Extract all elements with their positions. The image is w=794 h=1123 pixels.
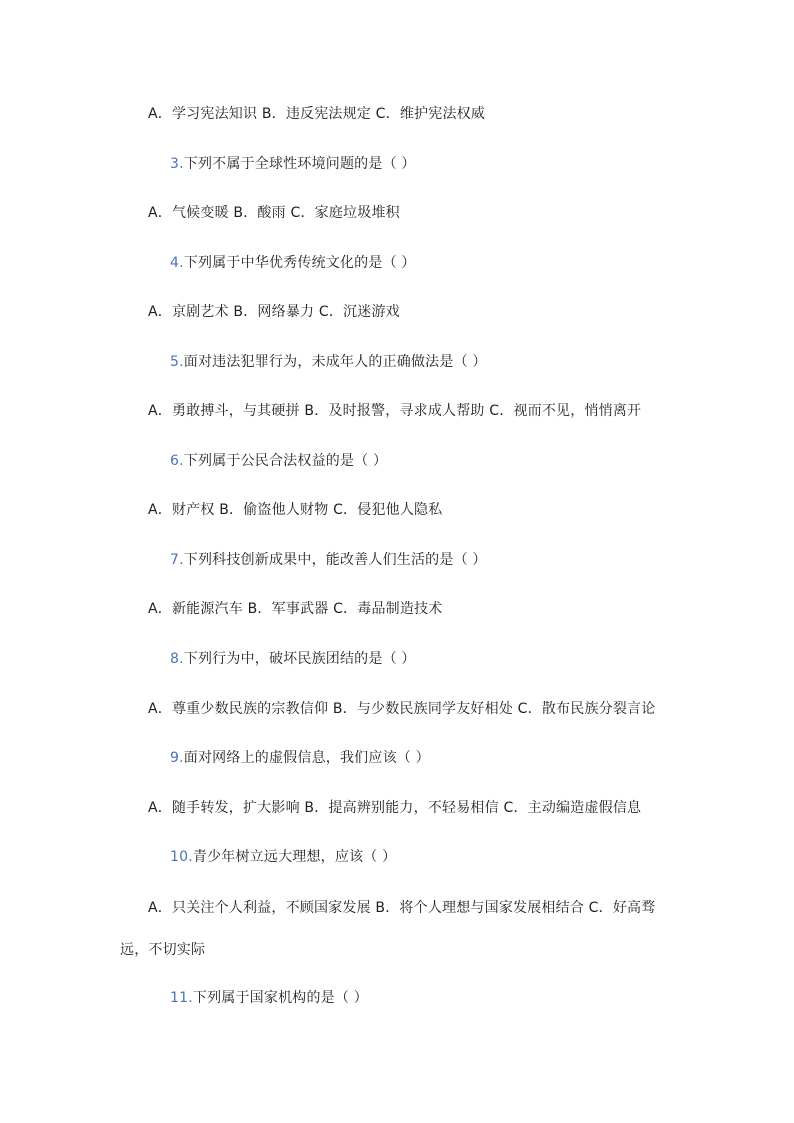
question-6 xyxy=(170,451,387,471)
question-number: 3. xyxy=(170,156,184,172)
question-text: 面对违法犯罪行为，未成年人的正确做法是（ ） xyxy=(183,354,487,370)
question-7 xyxy=(170,550,487,570)
options-paragraph: A．只关注个人利益，不顾国家发展 B．将个人理想与国家发展相结合 C．好高骛远，不切实际 xyxy=(120,900,656,958)
question-text: 面对网络上的虚假信息，我们应该（ ） xyxy=(183,750,430,766)
question-number: 10. xyxy=(170,849,193,865)
options-line: A．勇敢搏斗，与其硬拼 B．及时报警，寻求成人帮助 C．视而不见，悄悄离开 xyxy=(148,403,642,419)
question-number: 5. xyxy=(170,354,184,370)
options-line: A．新能源汽车 B．军事武器 C．毒品制造技术 xyxy=(148,601,443,617)
question-text: 下列行为中，破坏民族团结的是（ ） xyxy=(183,651,416,667)
options-line: A．随手转发，扩大影响 B．提高辨别能力，不轻易相信 C．主动编造虚假信息 xyxy=(148,800,642,816)
question-text: 下列属于国家机构的是（ ） xyxy=(192,990,368,1006)
question-4 xyxy=(170,253,416,273)
question-number: 8. xyxy=(170,651,184,667)
question-8 xyxy=(170,649,416,669)
question-number: 9. xyxy=(170,750,184,766)
question-number: 7. xyxy=(170,552,184,568)
question-text: 下列属于中华优秀传统文化的是（ ） xyxy=(183,255,416,271)
question-text: 下列属于公民合法权益的是（ ） xyxy=(183,453,388,469)
options-line: A．财产权 B．偷盗他人财物 C．侵犯他人隐私 xyxy=(148,502,443,518)
options-line: A．尊重少数民族的宗教信仰 B．与少数民族同学友好相处 C．散布民族分裂言论 xyxy=(148,701,656,717)
question-9 xyxy=(170,748,430,768)
question-11 xyxy=(170,988,368,1008)
question-text: 下列科技创新成果中，能改善人们生活的是（ ） xyxy=(183,552,487,568)
question-3 xyxy=(170,154,416,174)
options-line: A．京剧艺术 B．网络暴力 C．沉迷游戏 xyxy=(148,304,400,320)
question-10 xyxy=(170,847,396,867)
question-text: 青少年树立远大理想，应该（ ） xyxy=(192,849,397,865)
question-number: 4. xyxy=(170,255,184,271)
question-5 xyxy=(170,352,487,372)
options-line: A．气候变暖 B．酸雨 C．家庭垃圾堆积 xyxy=(148,205,400,221)
options-line: A．学习宪法知识 B．违反宪法规定 C．维护宪法权威 xyxy=(148,106,486,122)
question-number: 11. xyxy=(170,990,193,1006)
question-text: 下列不属于全球性环境问题的是（ ） xyxy=(183,156,416,172)
question-number: 6. xyxy=(170,453,184,469)
